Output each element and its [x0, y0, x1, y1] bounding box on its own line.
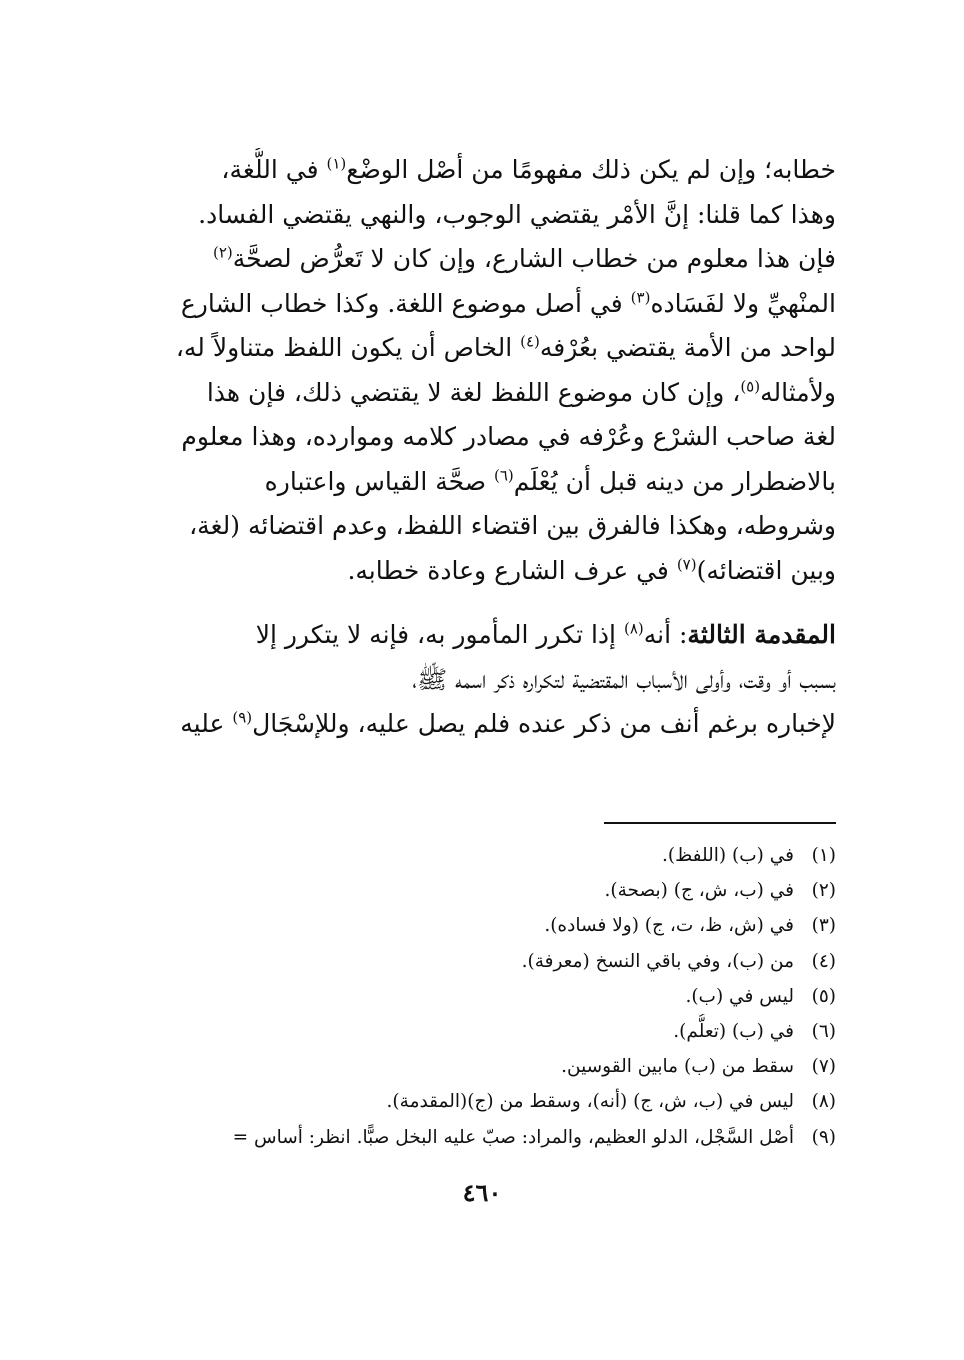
page-number: ٤٦٠ [462, 1178, 502, 1207]
text-run: عليه [180, 709, 233, 738]
footnote-reference: (٩) [232, 708, 253, 727]
footnote-number: (١) [811, 845, 836, 866]
footnote-number: (٩) [811, 1126, 836, 1148]
text-line [124, 613, 836, 658]
text-line [124, 549, 836, 594]
text-line [124, 460, 836, 505]
text-line [124, 658, 836, 703]
footnote-text: في (ش، ظ، ت، ج) (ولا فساده). [544, 915, 794, 937]
footnote-item [124, 838, 836, 873]
footnote-reference: (٦) [493, 466, 514, 485]
text-run: بسبب أو وقت، وأولى الأسباب المقتضية لتكراره ذكر اسمه ﷺ، [412, 664, 836, 694]
text-run: : أنه [643, 620, 688, 649]
text-line [124, 148, 836, 193]
footnote-item [124, 1120, 836, 1155]
text-run: في أصل موضوع اللغة. وكذا خطاب الشارع [180, 288, 631, 318]
footnote-item [124, 979, 836, 1014]
text-run: بالاضطرار من دينه قبل أن يُعْلَم [513, 466, 836, 496]
text-line [124, 702, 836, 747]
text-run: صحَّة القياس واعتباره [264, 466, 494, 496]
paragraph-gap [124, 593, 836, 613]
text-run: لواحد من الأمة يقتضي بعُرْفه [539, 333, 836, 362]
text-line [124, 371, 836, 416]
text-line [124, 326, 836, 371]
text-run: ، وإن كان موضوع اللفظ لغة لا يقتضي ذلك، فإن هذا [206, 377, 741, 407]
text-line [124, 415, 836, 460]
text-line [124, 282, 836, 327]
footnote-item [124, 944, 836, 979]
footnote-number: (٥) [811, 985, 836, 1007]
footnote-item [124, 1014, 836, 1049]
footnote-item [124, 1084, 836, 1119]
text-run: وبين اقتضائه) [696, 555, 836, 585]
text-line [124, 193, 836, 238]
footnote-text: في (ب) (اللفظ). [661, 845, 794, 866]
footnote-text: سقط من (ب) مابين القوسين. [561, 1056, 794, 1078]
footnote-item [124, 873, 836, 908]
text-run: الخاص أن يكون اللفظ متناولاً له، [175, 333, 521, 362]
footnote-number: (٦) [811, 1020, 836, 1042]
section-heading: المقدمة الثالثة [687, 620, 836, 649]
footnote-reference: (١) [326, 154, 347, 173]
footnote-text: ليس في (ب، ش، ج) (أنه)، وسقط من (ج)(المقدمة). [386, 1091, 794, 1113]
footnote-number: (٤) [811, 950, 836, 972]
footnote-item [124, 1049, 836, 1084]
text-run: في عرف الشارع وعادة خطابه. [347, 555, 677, 585]
text-run: وهذا كما قلنا: إنَّ الأمْر يقتضي الوجوب، والنهي يقتضي الفساد. [198, 199, 836, 229]
text-run: خطابه؛ وإن لم يكن ذلك مفهومًا من أصْل الوضْع [346, 155, 836, 184]
footnote-reference: (٣) [630, 288, 651, 307]
footnote-number: (٨) [811, 1091, 836, 1113]
footnote-number: (٢) [811, 880, 836, 902]
text-run: وشروطه، وهكذا فالفرق بين اقتضاء اللفظ، وعدم اقتضائه (لغة، [189, 511, 836, 540]
footnote-text: في (ب، ش، ج) (بصحة). [604, 880, 794, 902]
text-run: ولأمثاله [760, 377, 836, 407]
footnote-reference: (٨) [623, 619, 644, 638]
footnote-text: ليس في (ب). [685, 985, 794, 1007]
footnote-reference: (٢) [212, 243, 233, 262]
text-run: في اللُّغة، [221, 155, 327, 184]
text-line [124, 504, 836, 549]
footnotes-section [124, 838, 836, 1155]
footnote-separator [604, 822, 836, 824]
main-text-body [124, 148, 836, 747]
footnote-text: في (ب) (تعلُّم). [673, 1020, 794, 1042]
text-line [124, 237, 836, 282]
text-run: إذا تكرر المأمور به، فإنه لا يتكرر إلا [255, 620, 624, 649]
footnote-text: من (ب)، وفي باقي النسخ (معرفة). [521, 950, 794, 972]
footnote-reference: (٤) [520, 332, 540, 351]
text-run: فإن هذا معلوم من خطاب الشارع، وإن كان لا تَعرُّض لصحَّة [232, 244, 836, 273]
footnote-reference: (٥) [740, 377, 761, 396]
text-run: لغة صاحب الشرْع وعُرْفه في مصادر كلامه وموارده، وهذا معلوم [181, 422, 836, 451]
footnote-item [124, 908, 836, 943]
footnote-reference: (٧) [676, 555, 697, 574]
footnote-number: (٣) [811, 915, 836, 937]
text-run: المنْهيِّ ولا لفَسَاده [650, 288, 836, 318]
text-run: لإخباره برغم أنف من ذكر عنده فلم يصل عليه، وللإسْجَال [252, 709, 836, 738]
footnote-text: أصْل السَّجْل، الدلو العظيم، والمراد: صبّ عليه البخل صبًّا. انظر: أساس = [232, 1126, 794, 1148]
footnote-number: (٧) [811, 1056, 836, 1078]
